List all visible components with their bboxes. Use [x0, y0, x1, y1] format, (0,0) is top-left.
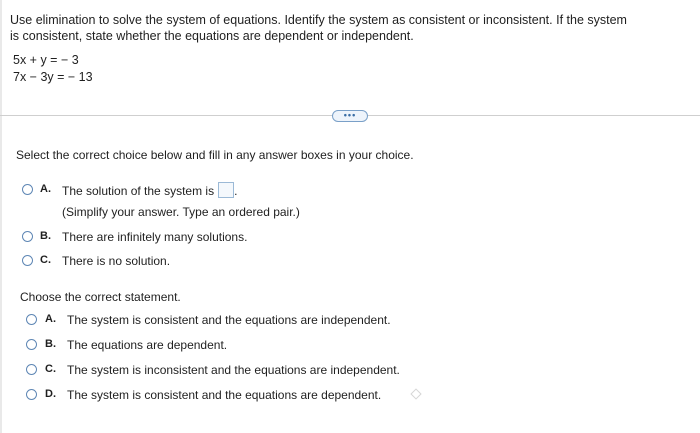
part1-radio-b[interactable] — [22, 231, 33, 242]
part1-option-a-sub: (Simplify your answer. Type an ordered pair.) — [62, 205, 300, 219]
part1-option-a[interactable] — [62, 182, 237, 199]
part1-option-a-text: The solution of the system is — [62, 184, 215, 198]
part1-letter-b: B. — [40, 230, 51, 242]
part2-radio-b[interactable] — [26, 339, 37, 350]
part2-option-d[interactable]: The system is consistent and the equations are dependent. — [67, 388, 382, 402]
more-options-button[interactable]: ••• — [332, 110, 368, 122]
left-edge — [0, 0, 2, 433]
part1-option-c[interactable]: There is no solution. — [62, 254, 171, 268]
part2-instruction: Choose the correct statement. — [20, 290, 181, 304]
part2-option-b[interactable]: The equations are dependent. — [67, 338, 228, 352]
question-line-1: Use elimination to solve the system of equations. Identify the system as consistent or inconsistent. If the system — [10, 13, 627, 27]
answer-input-box[interactable] — [218, 182, 234, 198]
part1-radio-c[interactable] — [22, 255, 33, 266]
part2-letter-c: C. — [45, 363, 56, 375]
equation-1: 5x + y = − 3 — [13, 53, 79, 67]
equation-2: 7x − 3y = − 13 — [13, 70, 93, 84]
part2-letter-a: A. — [45, 313, 56, 325]
part1-letter-a: A. — [40, 183, 51, 195]
part1-option-b[interactable]: There are infinitely many solutions. — [62, 230, 248, 244]
answer-period: . — [234, 184, 238, 198]
part2-radio-d[interactable] — [26, 389, 37, 400]
part1-letter-c: C. — [40, 254, 51, 266]
part2-option-a[interactable]: The system is consistent and the equations are independent. — [67, 313, 391, 327]
part1-instruction: Select the correct choice below and fill in any answer boxes in your choice. — [16, 148, 414, 162]
part2-radio-a[interactable] — [26, 314, 37, 325]
question-line-2: is consistent, state whether the equations are dependent or independent. — [10, 29, 414, 43]
part1-radio-a[interactable] — [22, 184, 33, 195]
part2-letter-d: D. — [45, 388, 56, 400]
faint-diamond-icon — [410, 388, 421, 399]
part2-radio-c[interactable] — [26, 364, 37, 375]
part2-option-c[interactable]: The system is inconsistent and the equations are independent. — [67, 363, 400, 377]
part2-letter-b: B. — [45, 338, 56, 350]
